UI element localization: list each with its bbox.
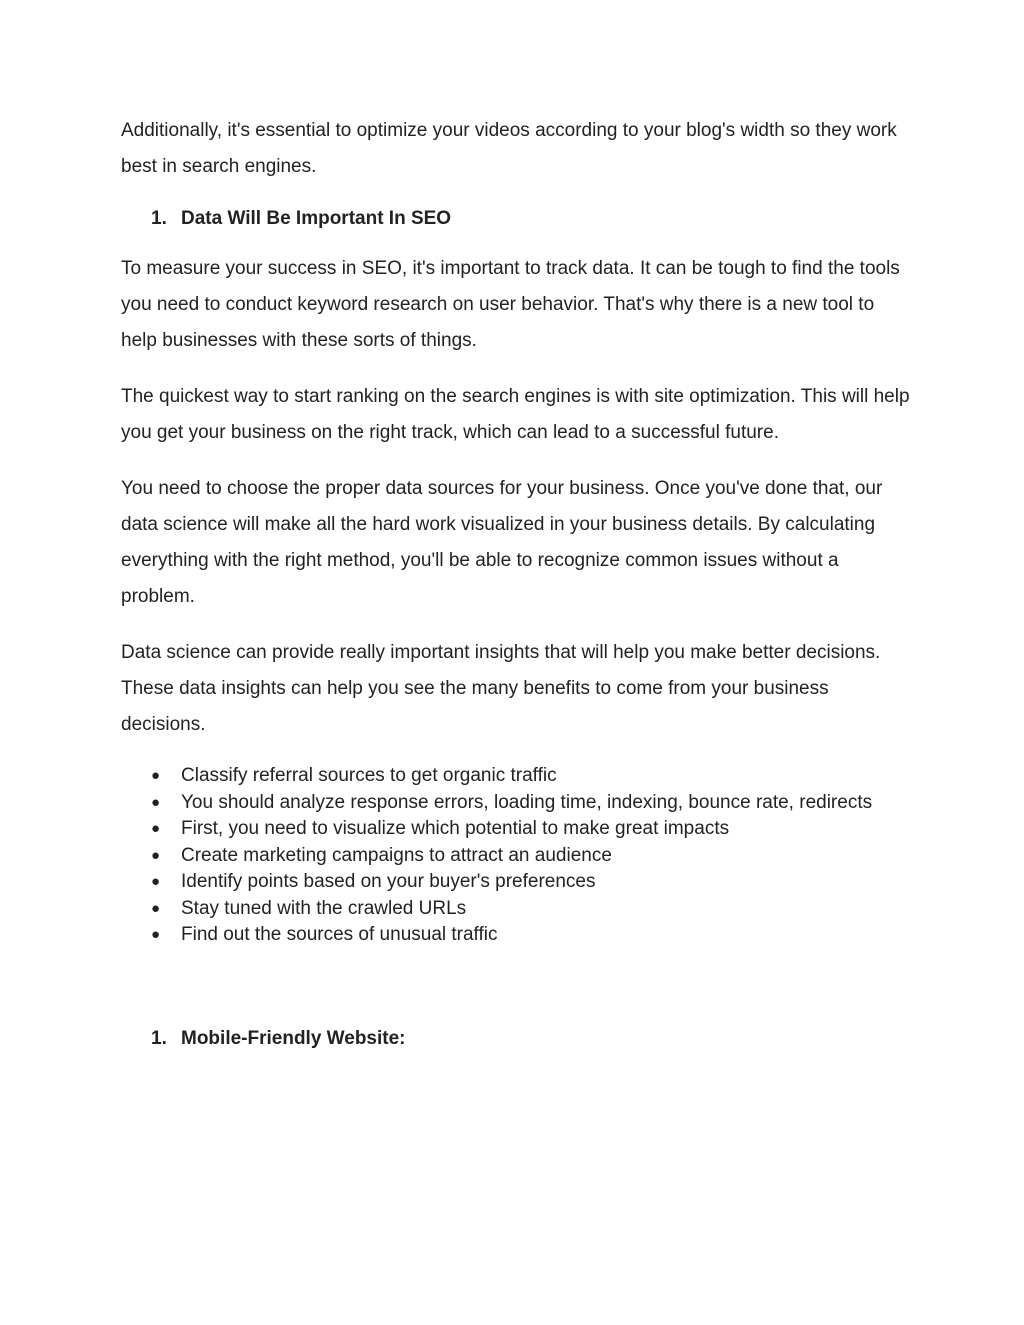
- list-item: [121, 816, 911, 843]
- list-item-text: First, you need to visualize which potential to make great impacts: [181, 818, 730, 839]
- paragraph: To measure your success in SEO, it's important to track data. It can be tough to find the tools you need to conduct keyword research on user behavior. That's why there is a new tool to help businesses with these sorts of things.: [121, 258, 900, 351]
- document-page: [121, 113, 911, 1071]
- list-item: [121, 922, 911, 949]
- bullet-icon: ●: [151, 846, 161, 864]
- heading-text: Data Will Be Important In SEO: [181, 208, 452, 229]
- list-item-text: Find out the sources of unusual traffic: [181, 924, 498, 945]
- list-item-text: Identify points based on your buyer's preferences: [181, 871, 596, 892]
- bullet-icon: ●: [151, 926, 161, 943]
- bullet-list: [121, 763, 911, 949]
- list-item-text: Create marketing campaigns to attract an audience: [181, 844, 612, 866]
- paragraph: Data science can provide really important insights that will help you make better decisions. These data insights can help you see the many benefits to come from your business decisions.: [121, 642, 881, 735]
- list-item-text: Stay tuned with the crawled URLs: [181, 897, 467, 919]
- list-item-text: Classify referral sources to get organic traffic: [181, 765, 557, 786]
- paragraph: You need to choose the proper data sources for your business. Once you've done that, our data science will make all the hard work visualized in your business details. By calculating everything with the right method, you'll be able to recognize common issues without a problem.: [121, 478, 883, 607]
- list-item: [121, 896, 911, 923]
- heading-text: Mobile-Friendly Website:: [181, 1027, 406, 1049]
- paragraph: The quickest way to start ranking on the search engines is with site optimization. This will help you get your business on the right track, which can lead to a successful future.: [121, 386, 910, 443]
- bullet-icon: ●: [151, 873, 161, 890]
- bullet-icon: ●: [151, 793, 161, 811]
- intro-paragraph: Additionally, it's essential to optimize your videos according to your blog's width so they work best in search engines.: [121, 120, 897, 177]
- bullet-icon: ●: [151, 899, 161, 917]
- list-item-text: You should analyze response errors, loading time, indexing, bounce rate, redirects: [181, 791, 873, 813]
- list-item: [121, 869, 911, 896]
- section-heading-mobile-friendly: [121, 1025, 911, 1053]
- list-item: [121, 843, 911, 870]
- list-item: [121, 763, 911, 790]
- bullet-icon: ●: [151, 767, 161, 784]
- heading-number: 1.: [151, 208, 167, 229]
- heading-number: 1.: [151, 1027, 167, 1049]
- list-item: [121, 790, 911, 817]
- section-heading-data-seo: [121, 205, 911, 233]
- bullet-icon: ●: [151, 820, 161, 837]
